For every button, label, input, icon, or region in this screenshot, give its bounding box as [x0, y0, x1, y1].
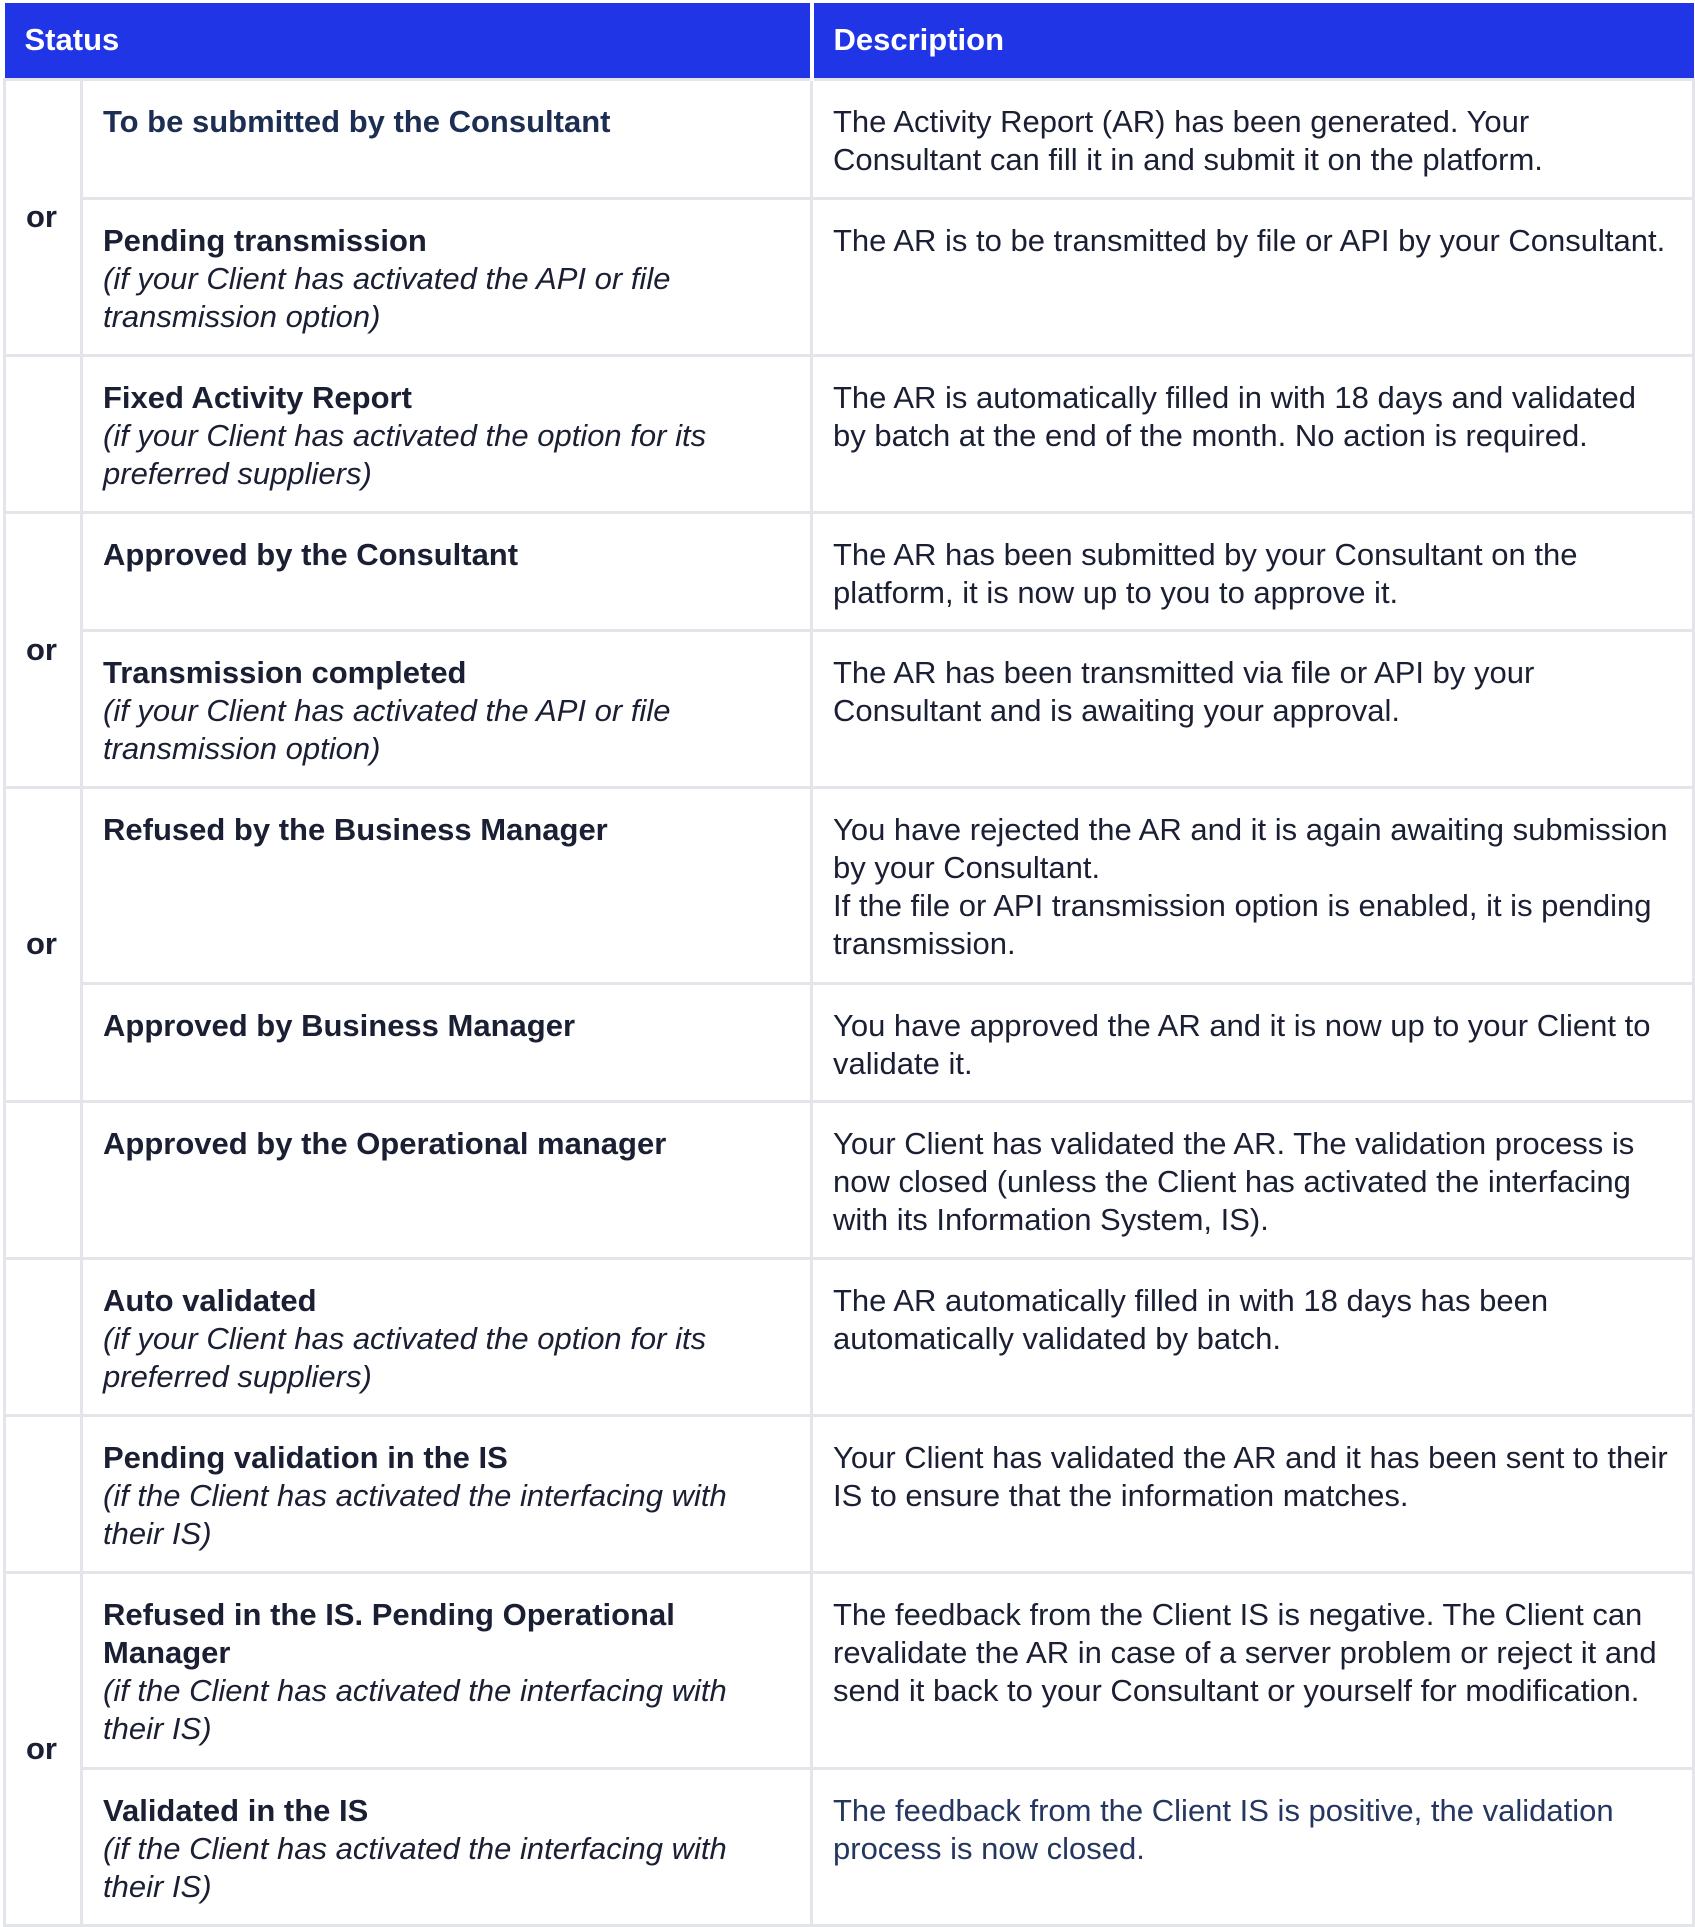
or-cell-empty	[5, 1101, 82, 1258]
status-description: Your Client has validated the AR. The validation process is now closed (unless the Client has activated the interfacing with its Information System, IS).	[833, 1125, 1635, 1237]
status-title: Auto validated	[103, 1282, 317, 1318]
status-title: Approved by Business Manager	[103, 1007, 576, 1043]
table-row	[5, 1572, 1694, 1768]
status-title: Pending transmission	[103, 222, 427, 258]
status-description: The feedback from the Client IS is negative. The Client can revalidate the AR in case of a server problem or reject it and send it back to your Consultant or yourself for modification.	[833, 1596, 1657, 1708]
status-note: (if the Client has activated the interfacing with their IS)	[103, 1477, 727, 1551]
description-cell	[812, 355, 1694, 512]
status-note: (if the Client has activated the interfacing with their IS)	[103, 1830, 727, 1904]
description-cell	[812, 1768, 1694, 1925]
status-table	[3, 3, 1695, 1927]
description-cell	[812, 1101, 1694, 1258]
description-column-header: Description	[812, 3, 1694, 79]
description-cell	[812, 1258, 1694, 1415]
status-cell	[82, 512, 812, 630]
status-description: The AR is automatically filled in with 18 days and validated by batch at the end of the month. No action is required.	[833, 379, 1636, 453]
status-cell	[82, 630, 812, 787]
status-description: The AR has been transmitted via file or API by your Consultant and is awaiting your approval.	[833, 654, 1535, 728]
table-row	[5, 1768, 1694, 1925]
status-column-header: Status	[5, 3, 812, 79]
status-note: (if the Client has activated the interfacing with their IS)	[103, 1672, 727, 1746]
or-label: or	[5, 79, 82, 355]
status-description: The feedback from the Client IS is positive, the validation process is now closed.	[833, 1792, 1614, 1866]
table-row	[5, 983, 1694, 1101]
description-cell	[812, 1572, 1694, 1768]
description-cell	[812, 198, 1694, 355]
status-cell	[82, 355, 812, 512]
status-title: Transmission completed	[103, 654, 467, 690]
description-cell	[812, 79, 1694, 198]
description-cell	[812, 1415, 1694, 1572]
status-description-extra: If the file or API transmission option is enabled, it is pending transmission.	[833, 887, 1652, 961]
status-cell	[82, 1415, 812, 1572]
status-cell	[82, 1258, 812, 1415]
status-cell	[82, 1101, 812, 1258]
status-note: (if your Client has activated the option for its preferred suppliers)	[103, 1320, 707, 1394]
description-cell	[812, 787, 1694, 983]
or-cell-empty	[5, 1258, 82, 1415]
status-description: The AR has been submitted by your Consultant on the platform, it is now up to you to approve it.	[833, 536, 1578, 610]
status-cell	[82, 983, 812, 1101]
status-description: The AR is to be transmitted by file or API by your Consultant.	[833, 222, 1666, 258]
status-note: (if your Client has activated the API or file transmission option)	[103, 692, 671, 766]
status-title: To be submitted by the Consultant	[103, 103, 611, 139]
status-note: (if your Client has activated the option for its preferred suppliers)	[103, 417, 707, 491]
or-label: or	[5, 1572, 82, 1925]
status-description: You have rejected the AR and it is again awaiting submission by your Consultant.	[833, 811, 1668, 885]
table-row	[5, 79, 1694, 198]
status-cell	[82, 1572, 812, 1768]
status-cell	[82, 79, 812, 198]
or-cell-empty	[5, 355, 82, 512]
table-row	[5, 630, 1694, 787]
or-label: or	[5, 512, 82, 787]
status-description: The AR automatically filled in with 18 days has been automatically validated by batch.	[833, 1282, 1549, 1356]
or-cell-empty	[5, 1415, 82, 1572]
status-cell	[82, 1768, 812, 1925]
description-cell	[812, 512, 1694, 630]
status-title: Refused by the Business Manager	[103, 811, 608, 847]
table-row	[5, 355, 1694, 512]
or-label: or	[5, 787, 82, 1101]
status-title: Approved by the Operational manager	[103, 1125, 667, 1161]
table-row	[5, 198, 1694, 355]
status-description: You have approved the AR and it is now up to your Client to validate it.	[833, 1007, 1651, 1081]
description-cell	[812, 983, 1694, 1101]
description-cell	[812, 630, 1694, 787]
status-description: The Activity Report (AR) has been generated. Your Consultant can fill it in and submit it on the platform.	[833, 103, 1543, 177]
status-title: Pending validation in the IS	[103, 1439, 508, 1475]
status-title: Refused in the IS. Pending Operational Manager	[103, 1596, 675, 1670]
status-cell	[82, 198, 812, 355]
table-row	[5, 1258, 1694, 1415]
status-note: (if your Client has activated the API or file transmission option)	[103, 260, 671, 334]
status-title: Fixed Activity Report	[103, 379, 412, 415]
status-title: Approved by the Consultant	[103, 536, 519, 572]
table-row	[5, 787, 1694, 983]
table-row	[5, 1101, 1694, 1258]
status-cell	[82, 787, 812, 983]
status-description: Your Client has validated the AR and it has been sent to their IS to ensure that the information matches.	[833, 1439, 1668, 1513]
table-row	[5, 512, 1694, 630]
table-row	[5, 1415, 1694, 1572]
status-title: Validated in the IS	[103, 1792, 369, 1828]
table-header-row	[5, 3, 1694, 79]
